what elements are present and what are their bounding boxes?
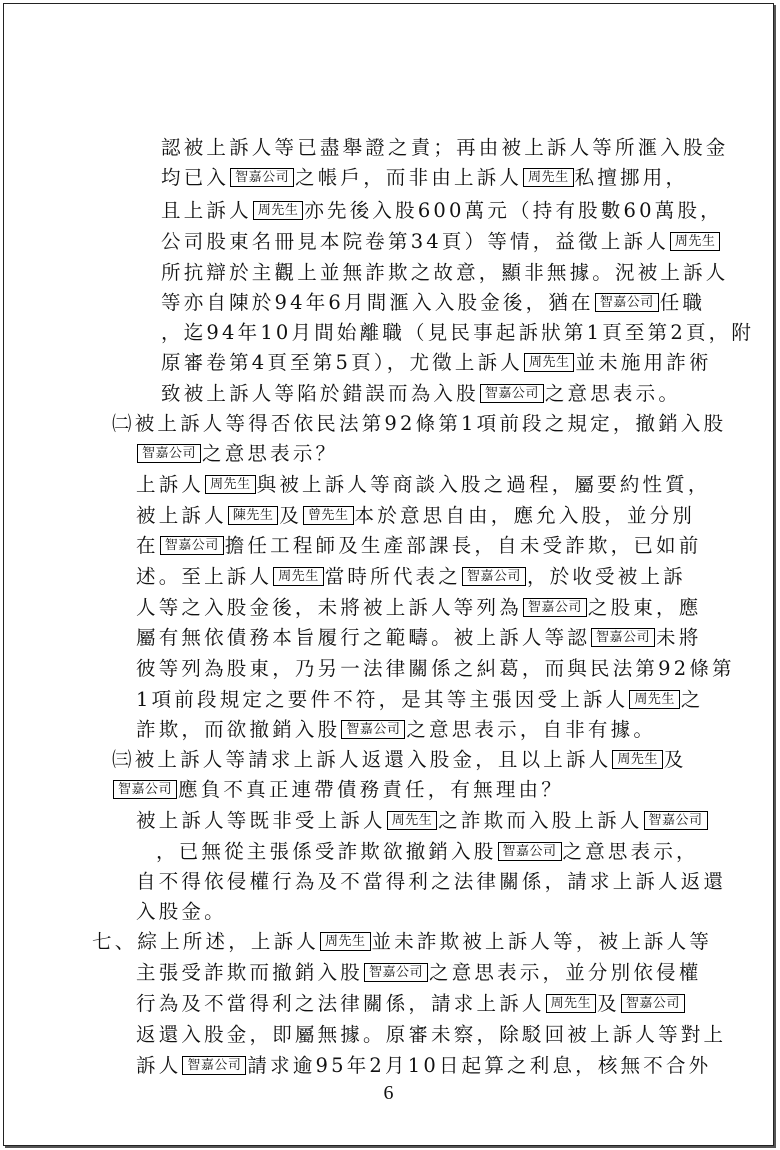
text-segment: 當時所代表之	[324, 565, 461, 588]
redacted-name-box: 智嘉公司	[462, 567, 526, 586]
text-line	[136, 717, 656, 743]
text-segment: 請求逾95年2月10日起算之利息，核無不合外	[247, 1054, 712, 1077]
text-segment: 之意思表示？	[202, 442, 339, 465]
text-line	[136, 991, 686, 1017]
redacted-name-box: 周先生	[670, 232, 721, 251]
text-segment: 七、綜上所述，上訴人	[92, 930, 320, 953]
text-segment: 上訴人	[136, 473, 205, 496]
redacted-name-box: 智嘉公司	[113, 780, 177, 799]
text-segment: 訴人	[136, 1054, 182, 1077]
text-line	[136, 625, 701, 651]
text-segment: 自不得依侵權行為及不當得利之法律關係，請求上訴人返還	[136, 870, 727, 893]
text-segment: 入股金。	[136, 900, 227, 923]
redacted-name-box: 周先生	[387, 811, 438, 830]
text-line	[136, 899, 227, 925]
redacted-name-box: 智嘉公司	[364, 963, 428, 982]
text-segment: 被上訴人	[136, 504, 227, 527]
redacted-name-box: 周先生	[320, 932, 371, 951]
text-line	[161, 381, 681, 407]
text-segment: 亦先後入股600萬元（持有股數60萬股，	[304, 199, 723, 222]
redacted-name-box: 智嘉公司	[595, 293, 659, 312]
text-segment: 並未詐欺被上訴人等，被上訴人等	[371, 930, 713, 953]
document-page	[3, 3, 774, 1146]
text-segment: 應負不真正連帶債務責任，有無理由？	[178, 778, 564, 801]
text-line	[161, 290, 705, 316]
text-line	[136, 595, 701, 621]
text-segment: ㈡被上訴人等得否依民法第92條第1項前段之規定，撤銷入股	[112, 412, 727, 435]
text-line	[136, 472, 711, 498]
text-segment: 擔任工程師及生產部課長，自未受詐欺，已如前	[224, 534, 702, 557]
text-line	[161, 320, 754, 346]
redacted-name-box: 智嘉公司	[230, 168, 294, 187]
redacted-name-box: 周先生	[523, 168, 574, 187]
text-line	[136, 533, 701, 559]
text-segment: 未將	[656, 626, 702, 649]
text-segment: 行為及不當得利之法律關係，請求上訴人	[136, 992, 545, 1015]
redacted-name-box: 周先生	[205, 475, 256, 494]
redacted-name-box: 智嘉公司	[523, 598, 587, 617]
text-segment: 並未施用詐術	[575, 351, 712, 374]
text-segment: 之	[680, 688, 704, 711]
redacted-name-box: 周先生	[612, 750, 663, 769]
redacted-name-box: 周先生	[273, 567, 324, 586]
redacted-name-box: 智嘉公司	[160, 536, 224, 555]
text-line	[161, 260, 729, 286]
text-segment: 均已入	[161, 166, 230, 189]
text-segment: 等亦自陳於94年6月間滙入入股金後，猶在	[161, 291, 594, 314]
text-segment: 及	[279, 504, 303, 527]
text-segment: ，於收受被上訴	[526, 565, 686, 588]
text-line	[136, 441, 338, 467]
text-segment: 在	[136, 534, 159, 557]
text-line	[136, 1022, 726, 1048]
redacted-name-box: 智嘉公司	[182, 1056, 246, 1075]
text-segment: 之詐欺而入股上訴人	[438, 809, 643, 832]
text-segment: 所抗辯於主觀上並無詐欺之故意，顯非無據。況被上訴人	[161, 261, 729, 284]
text-segment: ㈢被上訴人等請求上訴人返還入股金，且以上訴人	[112, 748, 612, 771]
text-segment: 人等之入股金後，未將被上訴人等列為	[136, 596, 522, 619]
text-line	[136, 869, 726, 895]
text-line	[156, 839, 699, 865]
redacted-name-box: 周先生	[524, 353, 575, 372]
text-segment: 致被上訴人等陷於錯誤而為入股	[161, 382, 479, 405]
text-segment: 私擅挪用，	[574, 166, 689, 189]
text-segment: 及	[663, 748, 687, 771]
text-line	[161, 135, 729, 161]
text-line	[136, 1053, 711, 1079]
text-segment: 之意思表示。	[544, 382, 682, 405]
redacted-name-box: 智嘉公司	[341, 720, 405, 739]
text-segment: 屬有無依債務本旨履行之範疇。被上訴人等認	[136, 626, 591, 649]
text-line	[161, 198, 723, 224]
text-line	[136, 808, 709, 834]
redacted-name-box: 智嘉公司	[137, 444, 201, 463]
redacted-name-box: 周先生	[546, 994, 597, 1013]
page-number: 6	[383, 1082, 394, 1104]
text-line	[112, 747, 687, 773]
text-segment: 1項前段規定之要件不符，是其等主張因受上訴人	[136, 688, 629, 711]
text-segment: 公司股東名冊見本院卷第34頁）等情，益徵上訴人	[161, 230, 669, 253]
text-segment: 之意思表示，並分別依侵權	[429, 961, 702, 984]
text-segment: ，已無從主張係受詐欺欲撤銷入股	[156, 840, 497, 863]
text-line	[136, 564, 686, 590]
text-line	[136, 960, 701, 986]
redacted-name-box: 陳先生	[228, 506, 279, 525]
text-segment: 返還入股金，即屬無據。原審未察，除駁回被上訴人等對上	[136, 1023, 727, 1046]
redacted-name-box: 周先生	[629, 690, 680, 709]
text-segment: 被上訴人等既非受上訴人	[136, 809, 386, 832]
text-line	[161, 350, 712, 376]
redacted-name-box: 智嘉公司	[480, 384, 544, 403]
text-segment: 彼等列為股東，乃另一法律關係之糾葛，而與民法第92條第	[136, 657, 735, 680]
text-segment: 之帳戶，而非由上訴人	[295, 166, 523, 189]
text-line	[161, 165, 688, 191]
text-line	[161, 229, 721, 255]
redacted-name-box: 曾先生	[303, 506, 354, 525]
text-segment: 詐欺，而欲撤銷入股	[136, 718, 341, 741]
redacted-name-box: 周先生	[253, 201, 304, 220]
redacted-name-box: 智嘉公司	[621, 994, 685, 1013]
text-line	[136, 656, 735, 682]
text-segment: 述。至上訴人	[136, 565, 273, 588]
text-segment: 與被上訴人等商談入股之過程，屬要約性質，	[256, 473, 711, 496]
text-segment: 任職	[659, 291, 706, 314]
text-segment: 主張受詐欺而撤銷入股	[136, 961, 364, 984]
text-line	[136, 503, 695, 529]
text-line	[136, 687, 704, 713]
text-line	[112, 411, 726, 437]
text-segment: 之意思表示，自非有據。	[406, 718, 657, 741]
text-segment: 認被上訴人等已盡舉證之責；再由被上訴人等所滙入股金	[161, 136, 729, 159]
redacted-name-box: 智嘉公司	[644, 811, 708, 830]
text-segment: 且上訴人	[161, 199, 252, 222]
text-segment: 本於意思自由，應允入股，並分別	[354, 504, 696, 527]
text-segment: 之股東，應	[587, 596, 702, 619]
text-line	[112, 777, 564, 803]
text-segment: 之意思表示，	[562, 840, 699, 863]
redacted-name-box: 智嘉公司	[498, 842, 562, 861]
text-segment: ，迄94年10月間始離職（見民事起訴狀第1頁至第2頁，附	[161, 321, 755, 344]
redacted-name-box: 智嘉公司	[591, 628, 655, 647]
text-line	[92, 929, 712, 955]
text-segment: 原審卷第4頁至第5頁），尤徵上訴人	[161, 351, 523, 374]
text-segment: 及	[597, 992, 620, 1015]
